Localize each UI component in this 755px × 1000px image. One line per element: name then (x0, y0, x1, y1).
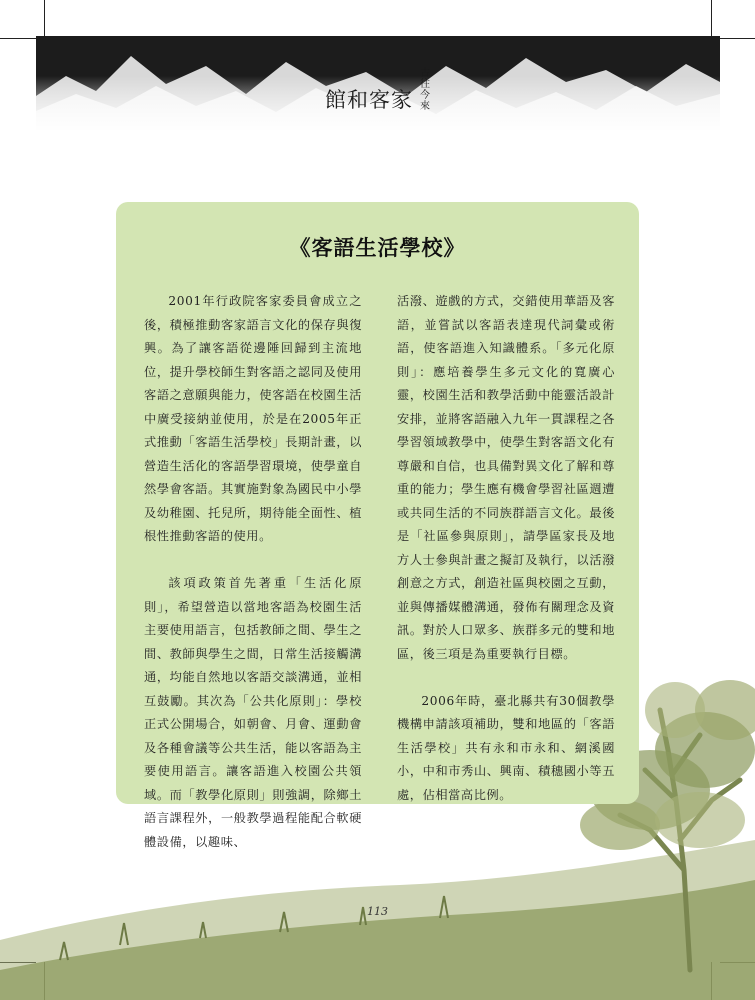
paragraph-2006: 2006年時，臺北縣共有30個教學機構申請該項補助，雙和地區的「客語生活學校」共有永和市永和、網溪國小，中和市秀山、興南、積穗國小等五處，佔相當高比例。 (397, 693, 615, 802)
crop-mark-top-left-v (44, 0, 45, 38)
crop-mark-top-left-h (0, 38, 36, 39)
article-title: 《客語生活學校》 (289, 235, 466, 260)
crop-mark-top-right-h (720, 38, 755, 39)
article-card (116, 202, 639, 849)
crop-mark-top-right-v (711, 0, 712, 38)
brand-logo (325, 68, 455, 128)
article-column-right (397, 290, 615, 831)
paragraph-principles-continued: 活潑、遊戲的方式，交錯使用華語及客語，並嘗試以客語表達現代詞彙或術語，使客語進入知識體系。「多元化原則」：應培養學生多元文化的寬廣心靈，校園生活和教學活動中能靈活設計安排，並將客語融入九年一貫課程之各學習領域教學中，使學生對客語文化有尊嚴和自信，也具備對異文化了解和尊重的能力；學生應有機會學習社區週遭或共同生活的不同族群語言文化。最後是「社區參與原則」，請學區家長及地方人士參與計畫之擬訂及執行，以活潑創意之方式，創造社區與校園之互動，並與傳播媒體溝通，發佈有關理念及資訊。對於人口眾多、族群多元的雙和地區，後三項是為重要執行目標。 (397, 294, 615, 661)
paragraph-principles: 該項政策首先著重「生活化原則」，希望營造以當地客語為校園生活主要使用語言，包括教師之間、學生之間、教師與學生之間，日常生活接觸溝通，均能自然地以客語交談溝通，並相互鼓勵。其次為「公共化原則」：學校正式公開場合，如朝會、月會、運動會及各種會議等公共生活，能以客語為主要使用語言。讓客語進入校園公共領域。而「教學化原則」則強調，除鄉土語言課程外，一般教學過程能配合軟硬體設備，以趣味、 (144, 576, 362, 849)
brand-side-text: 古往今來 (420, 68, 430, 112)
paragraph-intro: 2001年行政院客家委員會成立之後，積極推動客家語言文化的保存與復興。為了讓客語從邊陲回歸到主流地位，提升學校師生對客語之認同及使用客語之意願與能力，使客語在校園生活中廣受接納並使用，於是在2005年正式推動「客語生活學校」長期計畫，以營造生活化的客語學習環境，使學童自然學會客語。其實施對象為國民中小學及幼稚園、托兒所，期待能全面性、植根性推動客語的使用。 (144, 294, 362, 543)
page-number: 113 (367, 905, 388, 918)
brand-main-text: 館和客家 (325, 88, 413, 112)
article-column-left (144, 290, 362, 878)
